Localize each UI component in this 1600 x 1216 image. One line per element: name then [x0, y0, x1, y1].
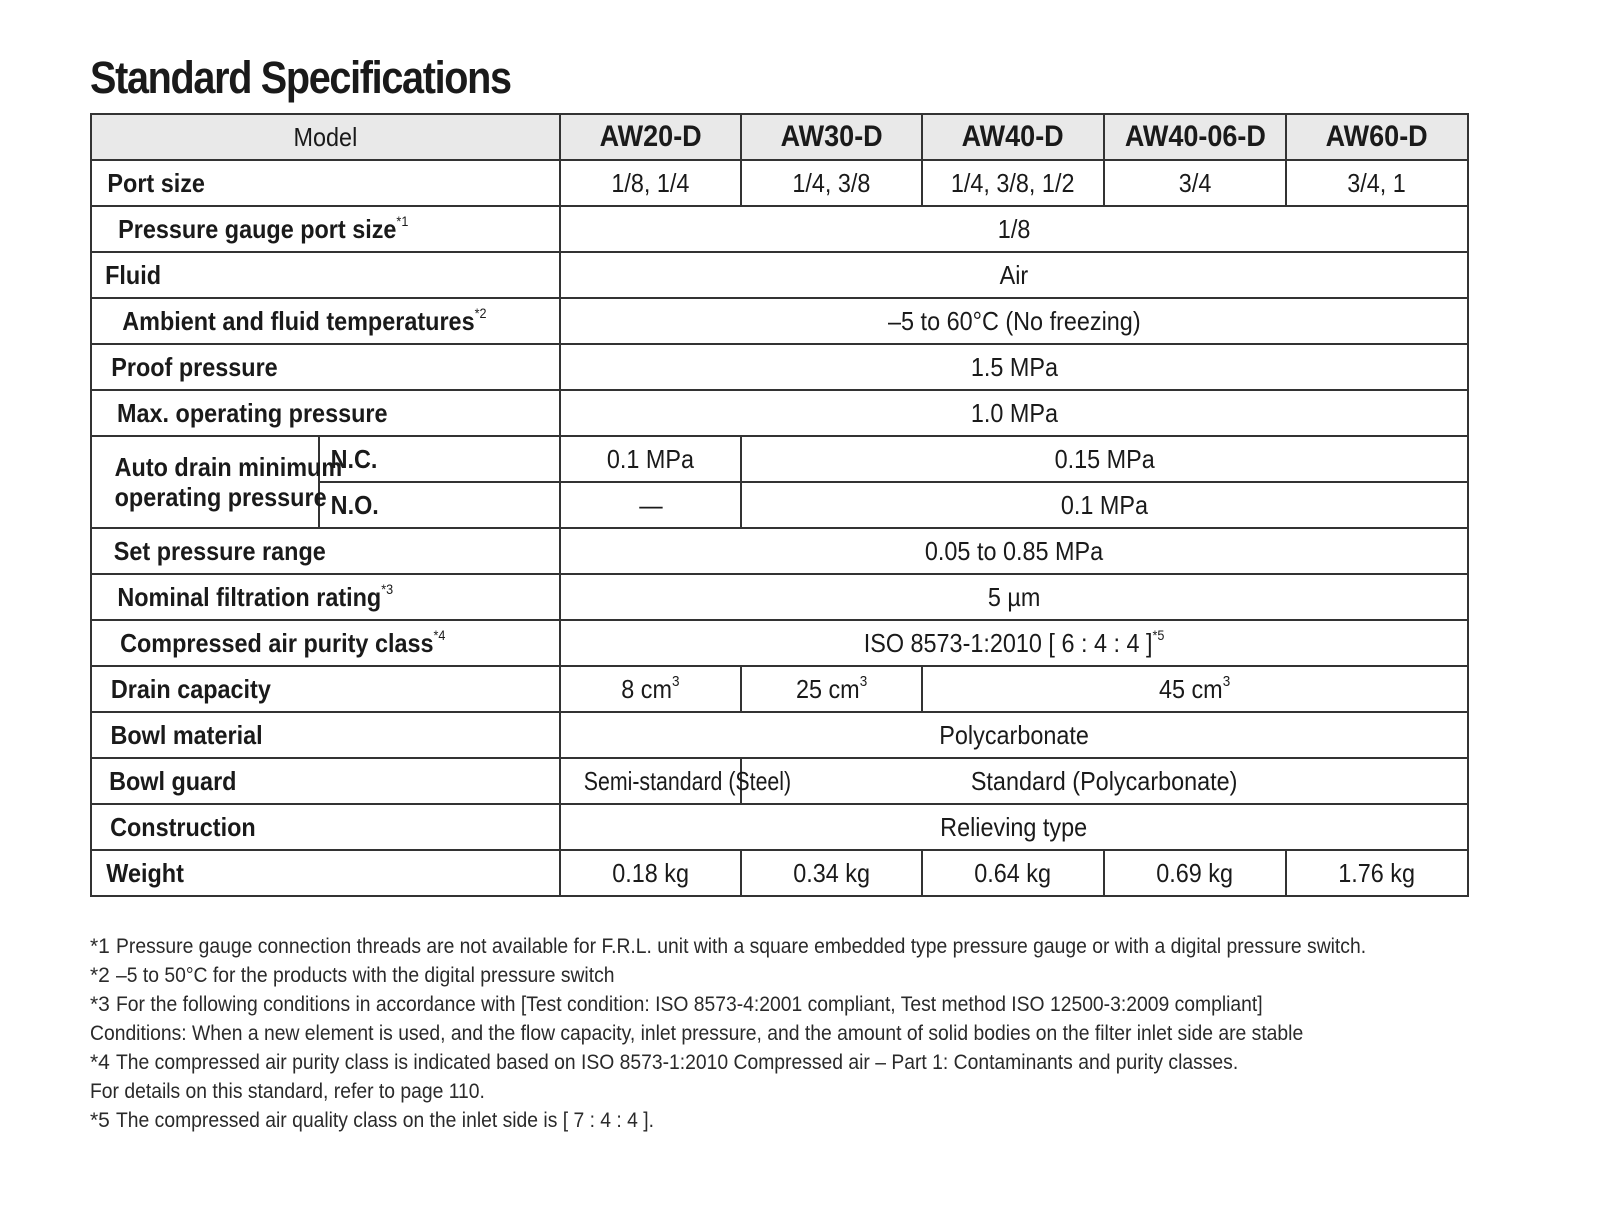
row-label: Construction	[91, 804, 560, 850]
sub-label-nc: N.C.	[319, 436, 560, 482]
cell-value: 3/4	[1104, 160, 1286, 206]
cell-value: 1.5 MPa	[560, 344, 1468, 390]
footnote-continuation	[90, 1077, 1490, 1106]
table-row	[91, 804, 1468, 850]
table-row	[91, 436, 1468, 482]
table-row	[91, 574, 1468, 620]
table-row	[91, 666, 1468, 712]
footnote-number: *5	[90, 1109, 110, 1132]
footnote-text: The compressed air quality class on the inlet side is [ 7 : 4 : 4 ].	[116, 1109, 654, 1132]
row-label: Weight	[91, 850, 560, 896]
cell-value: 45 $cm^3$	[922, 666, 1468, 712]
footnote	[90, 1106, 1490, 1135]
cell-value: Relieving type	[560, 804, 1468, 850]
row-label: Proof pressure	[91, 344, 560, 390]
footnote	[90, 990, 1490, 1019]
footnote-ref: *5	[1152, 627, 1165, 644]
cell-value: 0.18 kg	[560, 850, 741, 896]
cell-value: Semi-standard (Steel)	[560, 758, 741, 804]
cell-value: 0.1 MPa	[741, 482, 1468, 528]
row-label: Drain capacity	[91, 666, 560, 712]
footnote-continuation	[90, 1019, 1490, 1048]
table-row	[91, 344, 1468, 390]
row-label: Bowl guard	[91, 758, 560, 804]
cell-value: ISO 8573-1:2010 [ 6 : 4 : 4 ]$^{*5}$	[560, 620, 1468, 666]
unit-superscript: 3	[672, 673, 680, 691]
unit-superscript: 3	[859, 673, 868, 691]
footnote-ref: *4	[433, 627, 446, 644]
row-label: Nominal filtration rating$^{*3}$	[91, 574, 560, 620]
row-label: Set pressure range	[91, 528, 560, 574]
footnote-ref: *3	[381, 581, 394, 598]
cell-value: 25 $cm^3$	[741, 666, 922, 712]
table-row	[91, 390, 1468, 436]
model-aw40-header: AW40-D	[922, 114, 1104, 160]
cell-value: —	[560, 482, 741, 528]
model-aw20-header: AW20-D	[560, 114, 741, 160]
cell-value: 0.15 MPa	[741, 436, 1468, 482]
footnote	[90, 961, 1490, 990]
footnote-ref: *1	[396, 213, 409, 230]
footnote-text: Conditions: When a new element is used, and the flow capacity, inlet pressure, and the amount of solid bodies on the filter inlet side are stable	[90, 1022, 1304, 1045]
table-row	[91, 252, 1468, 298]
table-row	[91, 528, 1468, 574]
row-label: Bowl material	[91, 712, 560, 758]
cell-value: 0.05 to 0.85 MPa	[560, 528, 1468, 574]
cell-value: 0.64 kg	[922, 850, 1104, 896]
footnotes	[90, 932, 1490, 1135]
row-label: Fluid	[91, 252, 560, 298]
page-title: Standard Specifications	[90, 52, 511, 103]
cell-value: 0.34 kg	[741, 850, 922, 896]
cell-value: 1/4, 3/8, 1/2	[922, 160, 1104, 206]
cell-value: 0.1 MPa	[560, 436, 741, 482]
model-aw60-header: AW60-D	[1286, 114, 1468, 160]
cell-value: 8 $cm^3$	[560, 666, 741, 712]
cell-value: 1.0 MPa	[560, 390, 1468, 436]
footnote	[90, 1048, 1490, 1077]
cell-value: Polycarbonate	[560, 712, 1468, 758]
footnote-number: *1	[90, 935, 110, 958]
cell-value: 3/4, 1	[1286, 160, 1468, 206]
table-row	[91, 160, 1468, 206]
header-row	[91, 114, 1468, 160]
model-aw40-06-header: AW40-06-D	[1104, 114, 1286, 160]
cell-value: 0.69 kg	[1104, 850, 1286, 896]
model-header: Model	[91, 114, 560, 160]
table-row	[91, 850, 1468, 896]
footnote-number: *2	[90, 964, 110, 987]
footnote-ref: *2	[474, 305, 487, 322]
footnote	[90, 932, 1490, 961]
cell-value: 1/8	[560, 206, 1468, 252]
cell-value: 1/4, 3/8	[741, 160, 922, 206]
table-row	[91, 620, 1468, 666]
footnote-number: *4	[90, 1051, 110, 1074]
specifications-table	[90, 113, 1469, 897]
unit-superscript: 3	[1223, 673, 1231, 691]
cell-value: Standard (Polycarbonate)	[741, 758, 1468, 804]
table-row	[91, 206, 1468, 252]
footnote-text: For details on this standard, refer to page 110.	[90, 1080, 485, 1103]
footnote-number: *3	[90, 993, 110, 1016]
row-label-auto-drain: Auto drain minimum operating pressure	[91, 436, 319, 528]
row-label: Compressed air purity class$^{*4}$	[91, 620, 560, 666]
table-row	[91, 712, 1468, 758]
table-row	[91, 758, 1468, 804]
row-label: Max. operating pressure	[91, 390, 560, 436]
cell-value: –5 to 60°C (No freezing)	[560, 298, 1468, 344]
footnote-text: Pressure gauge connection threads are not available for F.R.L. unit with a square embedded type pressure gauge or with a digital pressure switch.	[116, 935, 1367, 958]
model-aw30-header: AW30-D	[741, 114, 922, 160]
sub-label-no: N.O.	[319, 482, 560, 528]
footnote-text: For the following conditions in accordance with [Test condition: ISO 8573-4:2001 compliant, Test method ISO 12500-3:2009 compliant]	[116, 993, 1263, 1016]
row-label: Ambient and fluid temperatures$^{*2}$	[91, 298, 560, 344]
row-label: Pressure gauge port size$^{*1}$	[91, 206, 560, 252]
footnote-text: –5 to 50°C for the products with the digital pressure switch	[116, 964, 615, 987]
cell-value: 5 µm	[560, 574, 1468, 620]
table-row	[91, 298, 1468, 344]
cell-value: 1/8, 1/4	[560, 160, 741, 206]
cell-value: Air	[560, 252, 1468, 298]
footnote-text: The compressed air purity class is indicated based on ISO 8573-1:2010 Compressed air – Part 1: Contaminants and purity classes.	[116, 1051, 1239, 1074]
cell-value: 1.76 kg	[1286, 850, 1468, 896]
row-label: Port size	[91, 160, 560, 206]
